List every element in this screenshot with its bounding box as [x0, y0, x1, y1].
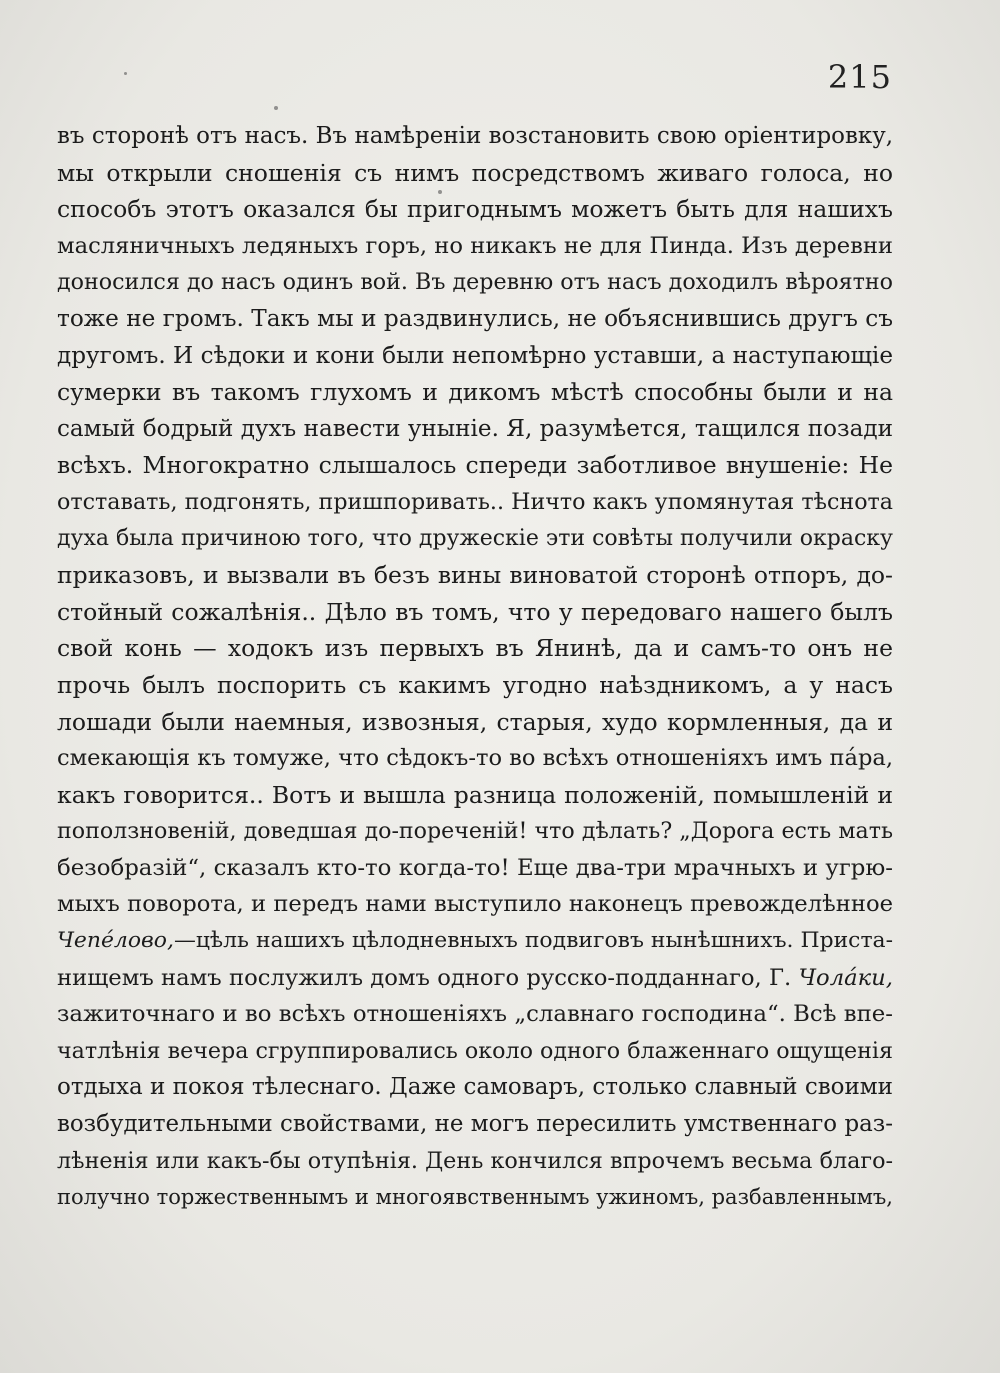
person-name-italic: Чола́ки,	[798, 964, 893, 991]
text-line: смекающія къ томуже, что сѣдокъ-то во всѣхъ отношеніяхъ имъ па́ра,	[57, 745, 893, 772]
text-line: всѣхъ. Многократно слышалось спереди заботливое внушеніе: Не	[57, 451, 893, 480]
place-name-italic: Чепе́лово,	[57, 928, 174, 954]
text-line: отдыха и покоя тѣлеснаго. Даже самоваръ, столько славный своими	[57, 1074, 893, 1101]
text-line: въ сторонѣ отъ насъ. Въ намѣреніи возстановить свою оріентировку,	[57, 123, 893, 149]
text-line-italic-name	[57, 960, 893, 997]
text-line: способъ этотъ оказался бы пригоднымъ можетъ быть для нашихъ	[57, 195, 893, 224]
text-line: стойный сожалѣнія.. Дѣло въ томъ, что у передоваго нашего былъ	[57, 597, 893, 626]
ink-speck	[124, 72, 127, 75]
page-number: 215	[827, 58, 892, 96]
text-line: отставать, подгонять, пришпоривать.. Ничто какъ упомянутая тѣснота	[57, 488, 893, 515]
text-line: другомъ. И сѣдоки и кони были непомѣрно уставши, а наступающіе	[57, 342, 893, 369]
text-line: лѣненія или какъ-бы отупѣнія. День кончился впрочемъ весьма благо-	[57, 1147, 893, 1174]
text-line: лошади были наемныя, извозныя, старыя, худо кормленныя, да и	[57, 707, 893, 736]
text-line: мыхъ поворота, и передъ нами выступило наконецъ превожделѣнное	[57, 891, 893, 918]
ink-speck	[274, 106, 278, 110]
body-text	[57, 118, 893, 1216]
text-line: духа была причиною того, что дружескіе эти совѣты получили окраску	[57, 525, 893, 551]
text-line: поползновеній, доведшая до-пореченій! что дѣлать? „Дорога есть мать	[57, 818, 893, 845]
text-line: масляничныхъ ледяныхъ горъ, но никакъ не для Пинда. Изъ деревни	[57, 232, 893, 259]
text-line: получно торжественнымъ и многоявственнымъ ужиномъ, разбавленнымъ,	[57, 1184, 893, 1210]
text-line: доносился до насъ одинъ вой. Въ деревню отъ насъ доходилъ вѣроятно	[57, 269, 893, 296]
text-line: безобразій“, сказалъ кто-то когда-то! Еще два-три мрачныхъ и угрю-	[57, 854, 893, 881]
text-line: возбудительными свойствами, не могъ пересилить умственнаго раз-	[57, 1111, 893, 1138]
text-line: приказовъ, и вызвали въ безъ вины виноватой сторонѣ отпоръ, до-	[57, 561, 893, 590]
text-line: тоже не громъ. Такъ мы и раздвинулись, не объяснившись другъ съ	[57, 304, 893, 332]
text-line: мы открыли сношенія съ нимъ посредствомъ живаго голоса, но	[57, 158, 893, 187]
text-line: самый бодрый духъ навести уныніе. Я, разумѣется, тащился позади	[57, 415, 893, 442]
ink-speck	[438, 190, 442, 194]
text-line: какъ говорится.. Вотъ и вышла разница положеній, помышленій и	[57, 780, 893, 809]
text-line: сумерки въ такомъ глухомъ и дикомъ мѣстѣ способны были и на	[57, 378, 893, 407]
text-line: свой конь — ходокъ изъ первыхъ въ Янинѣ, да и самъ-то онъ не	[57, 634, 893, 663]
text-line-head: нищемъ намъ послужилъ домъ одного русско-подданнаго, Г.	[57, 964, 799, 991]
text-line: чатлѣнія вечера сгруппировались около одного блаженнаго ощущенія	[57, 1037, 893, 1064]
text-line: прочь былъ поспорить съ какимъ угодно наѣздникомъ, а у насъ	[57, 670, 893, 699]
text-line-italic-place	[57, 923, 893, 960]
text-line: зажиточнаго и во всѣхъ отношеніяхъ „славнаго господина“. Всѣ впе-	[57, 1001, 893, 1028]
text-line-rest: —цѣль нашихъ цѣлодневныхъ подвиговъ нынѣшнихъ. Приста-	[173, 928, 893, 954]
